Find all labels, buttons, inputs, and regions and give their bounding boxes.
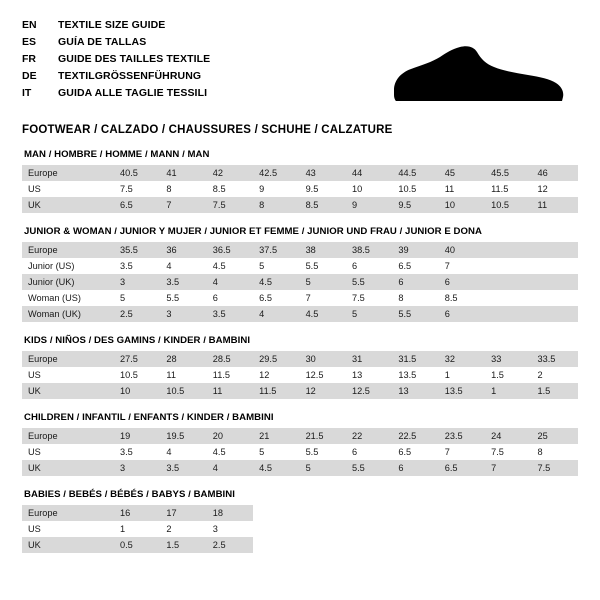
cell	[346, 537, 392, 553]
language-title-de: TEXTILGRÖSSENFÜHRUNG	[58, 70, 202, 82]
cell: 9	[346, 197, 392, 213]
section-title-junior-woman: JUNIOR & WOMAN / JUNIOR Y MUJER / JUNIOR ET FEMME / JUNIOR UND FRAU / JUNIOR E DONA	[24, 226, 482, 237]
cell: 3	[114, 274, 160, 290]
row-label: Woman (UK)	[22, 306, 114, 322]
cell: 13	[392, 383, 438, 399]
cell: 13	[346, 367, 392, 383]
cell	[532, 290, 578, 306]
language-row	[22, 69, 210, 86]
cell: 4	[253, 306, 299, 322]
cell	[253, 521, 299, 537]
cell	[485, 537, 531, 553]
row-label: Junior (UK)	[22, 274, 114, 290]
cell	[392, 505, 438, 521]
cell: 3	[114, 460, 160, 476]
cell: 31	[346, 351, 392, 367]
cell: 6	[392, 460, 438, 476]
row-label: Europe	[22, 351, 114, 367]
cell	[485, 274, 531, 290]
cell: 17	[160, 505, 206, 521]
cell: 7.5	[485, 444, 531, 460]
cell: 1	[485, 383, 531, 399]
cell	[300, 537, 346, 553]
cell: 1	[120, 524, 126, 534]
language-code-it: IT	[22, 87, 32, 99]
cell: 3.5	[160, 274, 206, 290]
cell: 7	[439, 258, 485, 274]
cell: 13.5	[439, 383, 485, 399]
table-row	[22, 197, 578, 213]
cell: 4.5	[253, 274, 299, 290]
table-row	[22, 258, 578, 274]
cell: 3	[212, 524, 218, 534]
dress-shoe-icon	[380, 40, 570, 112]
cell: 33.5	[532, 351, 578, 367]
cell: 4	[207, 460, 253, 476]
cell	[532, 306, 578, 322]
cell	[485, 258, 531, 274]
language-row	[22, 35, 210, 52]
table-row	[22, 505, 578, 521]
cell: 2	[166, 524, 172, 534]
cell: 42	[207, 165, 253, 181]
row-label: Europe	[22, 428, 114, 444]
cell	[532, 274, 578, 290]
cell: 32	[439, 351, 485, 367]
cell: 33	[485, 351, 531, 367]
cell	[439, 537, 485, 553]
document-header	[22, 18, 578, 110]
cell: 3.5	[207, 306, 253, 322]
cell: 8	[253, 197, 299, 213]
cell: 4	[160, 258, 206, 274]
cell	[532, 505, 578, 521]
cell: 4.5	[207, 258, 253, 274]
language-row	[22, 52, 210, 69]
cell: 3.5	[160, 460, 206, 476]
cell: 30	[300, 351, 346, 367]
cell: 11.5	[207, 367, 253, 383]
row-label: US	[28, 524, 41, 534]
cell	[532, 521, 578, 537]
cell: 3.5	[114, 258, 160, 274]
cell	[346, 521, 392, 537]
row-label: Junior (US)	[22, 258, 114, 274]
cell: 10.5	[485, 197, 531, 213]
cell: 8	[392, 290, 438, 306]
cell: 19.5	[160, 428, 206, 444]
cell: 0.5	[114, 537, 160, 553]
cell: 19	[114, 428, 160, 444]
cell: 21.5	[300, 428, 346, 444]
cell: 7.5	[532, 460, 578, 476]
row-label: US	[22, 181, 114, 197]
cell: 11.5	[485, 181, 531, 197]
cell: 28	[160, 351, 206, 367]
cell: 38	[300, 242, 346, 258]
cell: 1.5	[532, 383, 578, 399]
cell: 9.5	[392, 197, 438, 213]
row-label: Europe	[22, 242, 114, 258]
cell: 46	[532, 165, 578, 181]
section-babies	[22, 476, 578, 553]
cell: 6.5	[439, 460, 485, 476]
cell: 10	[439, 197, 485, 213]
cell: 7.5	[114, 181, 160, 197]
cell: 5.5	[346, 460, 392, 476]
language-title-fr: GUIDE DES TAILLES TEXTILE	[58, 53, 211, 65]
cell: 5.5	[300, 444, 346, 460]
cell: 5.5	[392, 306, 438, 322]
cell: 28.5	[207, 351, 253, 367]
table-row	[22, 383, 578, 399]
table-row	[22, 181, 578, 197]
cell: 7	[485, 460, 531, 476]
cell: 6	[439, 274, 485, 290]
cell	[532, 242, 578, 258]
footwear-section-title: FOOTWEAR / CALZADO / CHAUSSURES / SCHUHE / CALZATURE	[22, 124, 393, 136]
cell	[392, 521, 438, 537]
cell: 44.5	[392, 165, 438, 181]
cell: 8.5	[300, 197, 346, 213]
language-title-it: GUIDA ALLE TAGLIE TESSILI	[58, 87, 208, 99]
row-label: UK	[22, 537, 114, 553]
cell: 10	[114, 383, 160, 399]
cell: 6	[207, 290, 253, 306]
cell: 5.5	[346, 274, 392, 290]
cell: 41	[160, 165, 206, 181]
cell: 11	[160, 367, 206, 383]
cell: 23.5	[439, 428, 485, 444]
cell: 36	[160, 242, 206, 258]
language-code-de: DE	[22, 70, 37, 82]
language-row	[22, 18, 210, 35]
cell: 10.5	[392, 181, 438, 197]
row-label: Europe	[22, 165, 114, 181]
cell: 6.5	[114, 197, 160, 213]
cell: 18	[207, 505, 253, 521]
cell: 10.5	[114, 367, 160, 383]
cell: 22.5	[392, 428, 438, 444]
cell: 5.5	[300, 258, 346, 274]
size-table-children	[22, 428, 578, 476]
cell: 44	[346, 165, 392, 181]
cell: 10.5	[160, 383, 206, 399]
row-label: UK	[22, 460, 114, 476]
cell: 2.5	[207, 537, 253, 553]
cell: 20	[207, 428, 253, 444]
table-row	[22, 521, 578, 537]
cell: 27.5	[114, 351, 160, 367]
cell	[532, 537, 578, 553]
row-label: Europe	[22, 505, 114, 521]
size-table-kids	[22, 351, 578, 399]
row-label: Woman (US)	[22, 290, 114, 306]
cell: 10	[346, 181, 392, 197]
cell: 5	[300, 274, 346, 290]
cell: 5	[346, 306, 392, 322]
language-title-list	[22, 18, 210, 103]
cell: 8	[532, 444, 578, 460]
cell: 1	[439, 367, 485, 383]
cell	[485, 505, 531, 521]
section-title-babies: BABIES / BEBÉS / BÉBÉS / BABYS / BAMBINI	[24, 489, 235, 500]
cell: 7.5	[346, 290, 392, 306]
section-kids	[22, 322, 578, 399]
cell: 12	[253, 367, 299, 383]
cell	[300, 505, 346, 521]
cell: 6.5	[392, 444, 438, 460]
size-table-babies	[22, 505, 578, 553]
language-row	[22, 86, 210, 103]
cell: 43	[300, 165, 346, 181]
language-code-fr: FR	[22, 53, 36, 65]
cell: 42.5	[253, 165, 299, 181]
cell	[253, 505, 299, 521]
row-label: UK	[22, 197, 114, 213]
cell: 4.5	[253, 460, 299, 476]
cell: 45	[439, 165, 485, 181]
cell: 6.5	[392, 258, 438, 274]
cell: 6	[439, 306, 485, 322]
cell: 4	[160, 444, 206, 460]
cell: 4.5	[300, 306, 346, 322]
table-row	[22, 290, 578, 306]
cell: 8.5	[207, 181, 253, 197]
cell: 25	[532, 428, 578, 444]
cell: 7	[160, 197, 206, 213]
cell: 31.5	[392, 351, 438, 367]
cell: 7	[439, 444, 485, 460]
section-junior-woman	[22, 213, 578, 322]
cell	[439, 505, 485, 521]
cell: 4.5	[207, 444, 253, 460]
cell: 5	[253, 258, 299, 274]
table-row	[22, 537, 578, 553]
cell: 11.5	[253, 383, 299, 399]
language-title-en: TEXTILE SIZE GUIDE	[58, 19, 166, 31]
table-row	[22, 444, 578, 460]
cell: 5	[300, 460, 346, 476]
cell: 9.5	[300, 181, 346, 197]
cell: 1.5	[485, 367, 531, 383]
cell: 22	[346, 428, 392, 444]
cell: 1.5	[160, 537, 206, 553]
section-man	[22, 136, 578, 213]
cell	[346, 505, 392, 521]
table-row	[22, 165, 578, 181]
table-row	[22, 351, 578, 367]
cell: 40.5	[114, 165, 160, 181]
cell: 6	[392, 274, 438, 290]
row-label: US	[22, 367, 114, 383]
table-row	[22, 274, 578, 290]
cell: 11	[532, 197, 578, 213]
cell: 7.5	[207, 197, 253, 213]
cell: 12.5	[300, 367, 346, 383]
cell: 6.5	[253, 290, 299, 306]
cell: 35.5	[114, 242, 160, 258]
cell: 39	[392, 242, 438, 258]
cell	[300, 521, 346, 537]
cell: 12	[532, 181, 578, 197]
cell	[485, 521, 531, 537]
cell	[439, 521, 485, 537]
cell	[485, 242, 531, 258]
language-code-es: ES	[22, 36, 37, 48]
cell: 5	[114, 290, 160, 306]
cell: 16	[114, 505, 160, 521]
cell: 5.5	[160, 290, 206, 306]
cell: 3	[160, 306, 206, 322]
table-row	[22, 460, 578, 476]
section-title-man: MAN / HOMBRE / HOMME / MANN / MAN	[24, 149, 210, 160]
size-table-man	[22, 165, 578, 213]
cell	[532, 258, 578, 274]
cell	[253, 537, 299, 553]
language-code-en: EN	[22, 19, 37, 31]
section-children	[22, 399, 578, 476]
cell: 13.5	[392, 367, 438, 383]
row-label: UK	[22, 383, 114, 399]
cell: 29.5	[253, 351, 299, 367]
cell: 2	[532, 367, 578, 383]
size-table-junior-woman	[22, 242, 578, 322]
cell	[392, 537, 438, 553]
cell: 5	[253, 444, 299, 460]
table-row	[22, 242, 578, 258]
cell: 37.5	[253, 242, 299, 258]
cell: 11	[207, 383, 253, 399]
cell: 45.5	[485, 165, 531, 181]
cell: 9	[253, 181, 299, 197]
cell: 36.5	[207, 242, 253, 258]
cell: 11	[439, 181, 485, 197]
table-row	[22, 367, 578, 383]
section-title-kids: KIDS / NIÑOS / DES GAMINS / KINDER / BAMBINI	[24, 335, 251, 346]
cell: 12	[300, 383, 346, 399]
cell: 3.5	[114, 444, 160, 460]
row-label: US	[22, 444, 114, 460]
section-title-children: CHILDREN / INFANTIL / ENFANTS / KINDER / BAMBINI	[24, 412, 274, 423]
cell: 8	[160, 181, 206, 197]
cell: 7	[300, 290, 346, 306]
cell: 21	[253, 428, 299, 444]
language-title-es: GUÍA DE TALLAS	[58, 36, 147, 48]
cell: 2.5	[114, 306, 160, 322]
cell: 4	[207, 274, 253, 290]
cell	[485, 306, 531, 322]
table-row	[22, 306, 578, 322]
cell: 38.5	[346, 242, 392, 258]
cell: 6	[346, 258, 392, 274]
cell	[485, 290, 531, 306]
table-row	[22, 428, 578, 444]
cell: 40	[439, 242, 485, 258]
cell: 8.5	[439, 290, 485, 306]
cell: 24	[485, 428, 531, 444]
cell: 6	[346, 444, 392, 460]
cell: 12.5	[346, 383, 392, 399]
